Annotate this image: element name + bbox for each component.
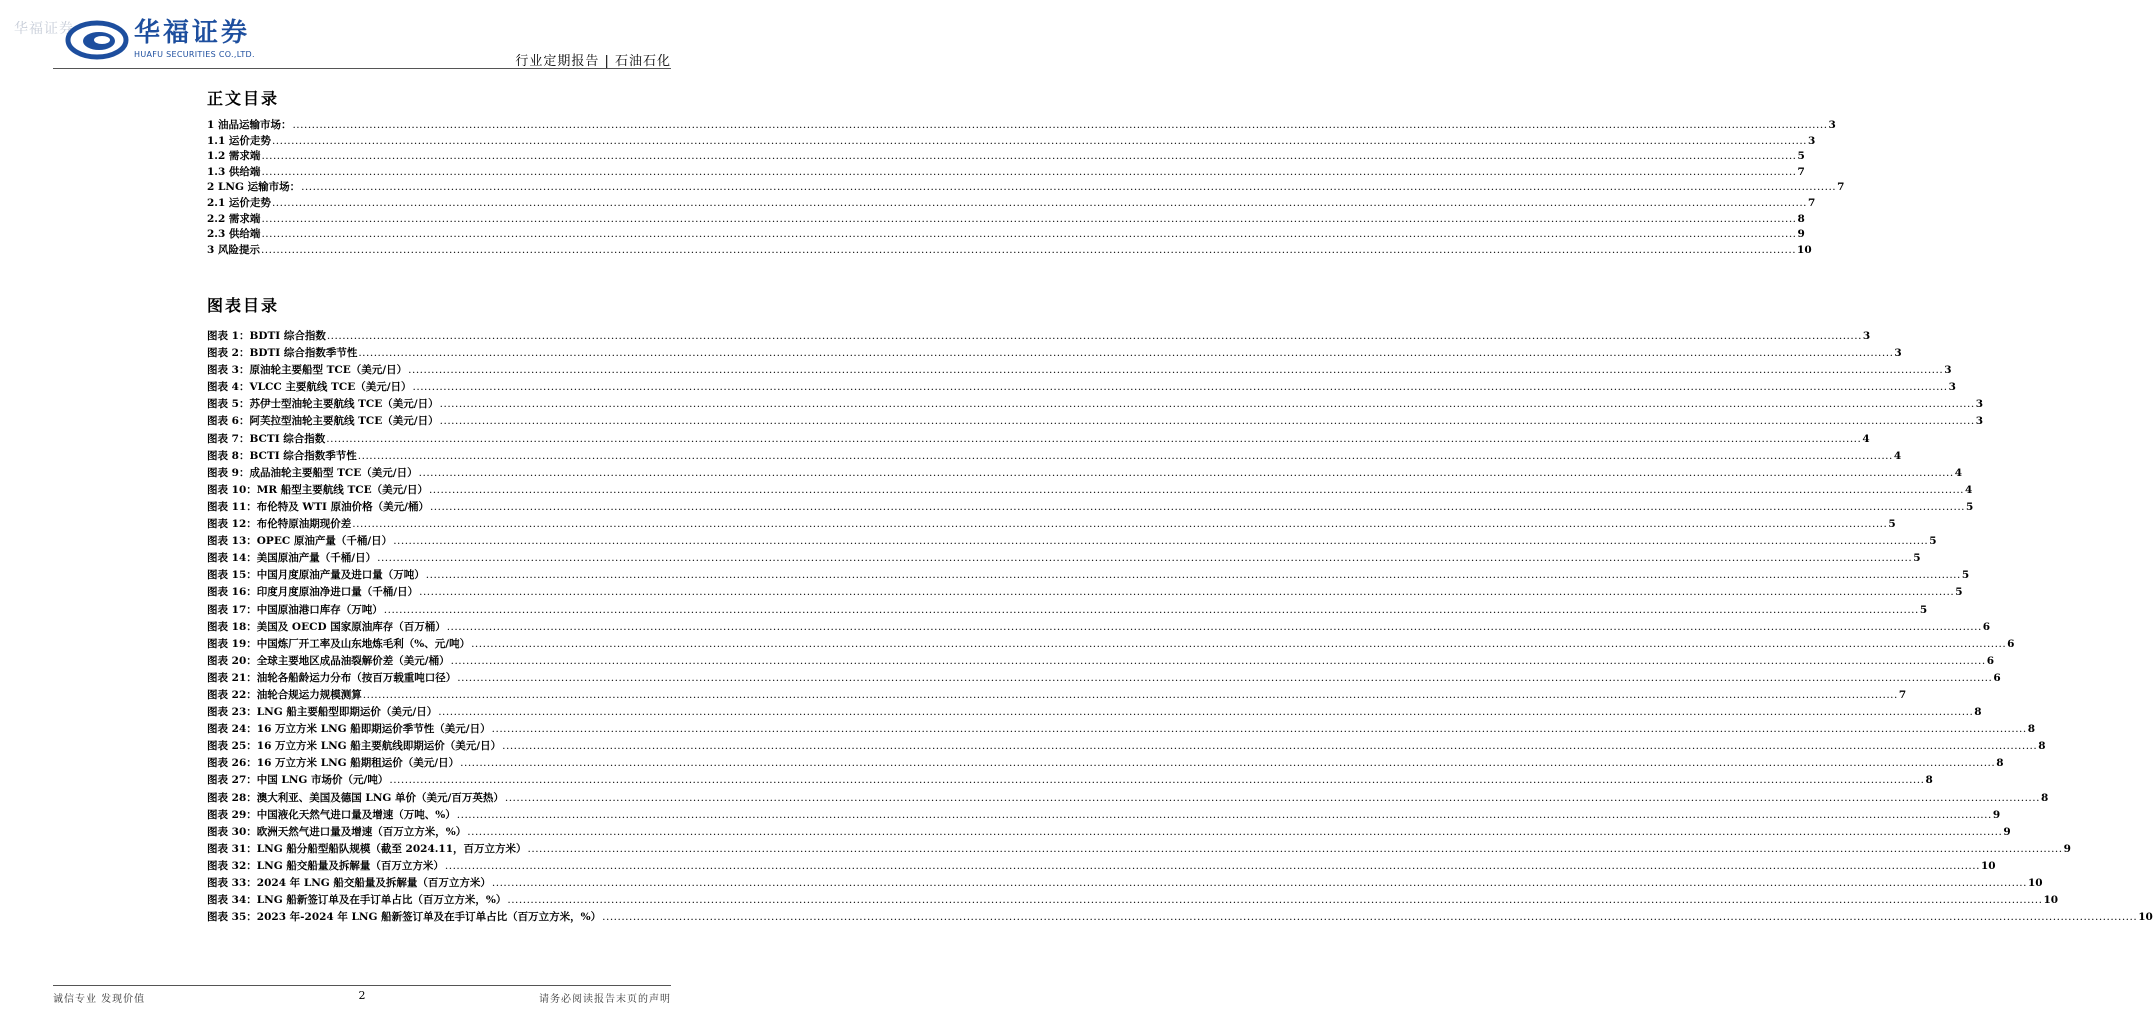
figure-label: 苏伊士型油轮主要航线 TCE（美元/日）	[249, 398, 439, 411]
page-ref: 5	[1797, 150, 1805, 163]
leader-dots: ................................................................................................................................................................................................................................................................................................................................................................................................................	[362, 688, 1898, 701]
page-ref: 5	[1961, 569, 1970, 582]
figure-label: BCTI 综合指数季节性	[249, 449, 357, 462]
figure-number: 图表 8：	[207, 449, 250, 462]
footer-divider	[53, 985, 671, 986]
leader-dots: ................................................................................................................................................................................................................................................................................................................................................................................................................	[438, 706, 1974, 719]
figure-number: 图表 25：	[207, 740, 257, 753]
toc-entry[interactable]	[207, 226, 1805, 242]
figure-number: 图表 22：	[207, 688, 257, 701]
toc-label: 1.2 需求端	[207, 150, 261, 163]
leader-dots: ................................................................................................................................................................................................................................................................................................................................................................................................................	[408, 364, 1944, 377]
figure-entry[interactable]	[207, 431, 1870, 448]
figure-number: 图表 17：	[207, 603, 257, 616]
figure-number: 图表 30：	[207, 825, 257, 838]
figure-entry[interactable]	[207, 670, 2001, 687]
leader-dots: ................................................................................................................................................................................................................................................................................................................................................................................................................	[389, 774, 1925, 787]
figure-label: 油轮合规运力规模测算	[256, 688, 362, 701]
figure-entry[interactable]	[207, 499, 1974, 516]
brand-name: 华福证券	[134, 18, 251, 48]
figure-number: 图表 35：	[207, 911, 257, 924]
leader-dots: ................................................................................................................................................................................................................................................................................................................................................................................................................	[292, 119, 1828, 131]
toc-label: 2.3 供给端	[207, 228, 261, 241]
page-ref: 10	[2043, 894, 2059, 907]
huafu-logo-icon	[66, 20, 128, 60]
toc-label: 2 LNG 运输市场：	[207, 181, 301, 194]
figure-entry[interactable]	[207, 772, 1933, 789]
leader-dots: ................................................................................................................................................................................................................................................................................................................................................................................................................	[425, 569, 1961, 582]
page-ref: 6	[1982, 620, 1991, 633]
page-ref: 10	[2138, 911, 2153, 924]
leader-dots: ................................................................................................................................................................................................................................................................................................................................................................................................................	[491, 723, 2027, 736]
contents-title: 正文目录	[207, 89, 280, 108]
figure-label: VLCC 主要航线 TCE（美元/日）	[249, 381, 412, 394]
figure-entry[interactable]	[207, 396, 1984, 413]
leader-dots: ................................................................................................................................................................................................................................................................................................................................................................................................................	[377, 552, 1913, 565]
figure-entry[interactable]	[207, 653, 1994, 670]
leader-dots: ................................................................................................................................................................................................................................................................................................................................................................................................................	[450, 654, 1986, 667]
page-ref: 5	[1919, 603, 1928, 616]
leader-dots: ................................................................................................................................................................................................................................................................................................................................................................................................................	[261, 150, 1797, 163]
figure-entry[interactable]	[207, 875, 2043, 892]
page-ref: 8	[1974, 706, 1982, 719]
figure-number: 图表 7：	[207, 432, 250, 445]
figure-entry[interactable]	[207, 465, 1963, 482]
page-ref: 7	[1808, 196, 1816, 209]
leader-dots: ................................................................................................................................................................................................................................................................................................................................................................................................................	[491, 877, 2027, 889]
leader-dots: ................................................................................................................................................................................................................................................................................................................................................................................................................	[502, 740, 2038, 753]
figure-label: 澳大利亚、美国及德国 LNG 单价（美元/百万英热）	[256, 791, 504, 804]
figure-label: 美国原油产量（千桶/日）	[256, 552, 377, 565]
figure-number: 图表 2：	[207, 347, 250, 360]
figure-label: LNG 船主要船型即期运价（美元/日）	[256, 706, 438, 719]
page-ref: 8	[2038, 740, 2046, 753]
figure-number: 图表 21：	[207, 671, 257, 684]
figure-number: 图表 6：	[207, 415, 250, 428]
figure-label: 中国月度原油产量及进口量（万吨）	[256, 569, 425, 582]
figure-entry[interactable]	[207, 704, 1982, 721]
figure-entry[interactable]	[207, 413, 1984, 430]
leader-dots: ................................................................................................................................................................................................................................................................................................................................................................................................................	[271, 134, 1807, 147]
figure-label: OPEC 原油产量（千桶/日）	[256, 535, 393, 548]
figure-entry[interactable]	[207, 687, 1907, 704]
figure-number: 图表 33：	[207, 877, 257, 889]
figure-number: 图表 34：	[207, 894, 257, 907]
figure-number: 图表 23：	[207, 706, 257, 719]
leader-dots: ................................................................................................................................................................................................................................................................................................................................................................................................................	[428, 483, 1965, 496]
page-ref: 7	[1898, 688, 1907, 701]
figure-label: 中国炼厂开工率及山东地炼毛利（%、元/吨）	[256, 637, 471, 650]
figure-entry[interactable]	[207, 824, 2011, 841]
brand	[134, 18, 255, 59]
footer-slogan: 诚信专业 发现价值	[53, 994, 146, 1005]
leader-dots: ................................................................................................................................................................................................................................................................................................................................................................................................................	[439, 415, 1975, 428]
leader-dots: ................................................................................................................................................................................................................................................................................................................................................................................................................	[444, 859, 1980, 872]
leader-dots: ................................................................................................................................................................................................................................................................................................................................................................................................................	[457, 671, 1993, 684]
toc-entry[interactable]	[207, 133, 1816, 149]
figure-entry[interactable]	[207, 362, 1952, 379]
figure-number: 图表 16：	[207, 586, 257, 599]
figure-entry[interactable]	[207, 721, 2036, 738]
page-ref: 8	[1797, 212, 1805, 225]
leader-dots: ................................................................................................................................................................................................................................................................................................................................................................................................................	[301, 181, 1837, 194]
figure-entry[interactable]	[207, 602, 1928, 619]
toc-entry[interactable]	[207, 195, 1816, 211]
figure-number: 图表 27：	[207, 774, 257, 787]
figure-entry[interactable]	[207, 738, 2046, 755]
figure-entry[interactable]	[207, 328, 1871, 345]
leader-dots: ................................................................................................................................................................................................................................................................................................................................................................................................................	[439, 398, 1975, 411]
figure-label: BDTI 综合指数季节性	[249, 347, 358, 360]
leader-dots: ................................................................................................................................................................................................................................................................................................................................................................................................................	[471, 637, 2007, 650]
figure-number: 图表 14：	[207, 552, 257, 565]
figures-title: 图表目录	[207, 296, 280, 315]
footer-disclaimer: 请务必阅读报告末页的声明	[539, 994, 671, 1005]
figure-label: 油轮各船龄运力分布（按百万载重吨口径）	[256, 671, 457, 684]
leader-dots: ................................................................................................................................................................................................................................................................................................................................................................................................................	[383, 603, 1919, 616]
figure-entry[interactable]	[207, 807, 2001, 824]
leader-dots: ................................................................................................................................................................................................................................................................................................................................................................................................................	[602, 911, 2138, 924]
leader-dots: ................................................................................................................................................................................................................................................................................................................................................................................................................	[261, 228, 1797, 241]
figure-label: 阿芙拉型油轮主要航线 TCE（美元/日）	[249, 415, 439, 428]
figures-list	[207, 328, 2153, 926]
leader-dots: ................................................................................................................................................................................................................................................................................................................................................................................................................	[357, 449, 1893, 462]
figure-label: 布伦特原油期现价差	[256, 518, 352, 531]
page-ref: 3	[1975, 415, 1984, 428]
figure-number: 图表 19：	[207, 637, 257, 650]
page-ref: 8	[1925, 774, 1933, 787]
page-ref: 8	[1996, 757, 2004, 770]
leader-dots: ................................................................................................................................................................................................................................................................................................................................................................................................................	[352, 518, 1888, 531]
figure-label: BDTI 综合指数	[249, 330, 326, 342]
page-ref: 7	[1837, 181, 1845, 194]
page-ref: 9	[1797, 228, 1805, 241]
figure-number: 图表 4：	[207, 381, 250, 394]
figure-entry[interactable]	[207, 909, 2153, 926]
figure-label: 成品油轮主要船型 TCE（美元/日）	[249, 466, 418, 479]
toc-label: 2.1 运价走势	[207, 196, 271, 209]
figure-entry[interactable]	[207, 482, 1973, 499]
figure-entry[interactable]	[207, 345, 1902, 362]
figure-entry[interactable]	[207, 533, 1937, 550]
figure-label: 中国原油港口库存（万吨）	[256, 603, 383, 616]
toc-entry[interactable]	[207, 179, 1845, 195]
figure-label: 16 万立方米 LNG 船期租运价（美元/日）	[256, 757, 460, 770]
toc-label: 1 油品运输市场：	[207, 119, 292, 131]
figure-label: LNG 船分船型船队规模（截至 2024.11，百万立方米）	[256, 842, 527, 855]
leader-dots: ................................................................................................................................................................................................................................................................................................................................................................................................................	[326, 432, 1862, 445]
leader-dots: ................................................................................................................................................................................................................................................................................................................................................................................................................	[393, 535, 1929, 548]
leader-dots: ................................................................................................................................................................................................................................................................................................................................................................................................................	[507, 894, 2043, 907]
figure-entry[interactable]	[207, 858, 1996, 875]
leader-dots: ................................................................................................................................................................................................................................................................................................................................................................................................................	[504, 791, 2040, 804]
figure-number: 图表 9：	[207, 466, 250, 479]
figure-label: 中国 LNG 市场价（元/吨）	[256, 774, 389, 787]
page-number: 2	[358, 989, 366, 1002]
figure-entry[interactable]	[207, 841, 2071, 858]
figure-entry[interactable]	[207, 790, 2049, 807]
figure-label: BCTI 综合指数	[249, 432, 326, 445]
page-ref: 3	[1828, 119, 1836, 131]
figure-label: 16 万立方米 LNG 船即期运价季节性（美元/日）	[256, 723, 491, 736]
page-ref: 4	[1893, 449, 1902, 462]
page-ref: 3	[1862, 330, 1871, 342]
figure-label: MR 船型主要航线 TCE（美元/日）	[256, 483, 428, 496]
figure-label: 16 万立方米 LNG 船主要航线即期运价（美元/日）	[256, 740, 502, 753]
page-ref: 6	[2007, 637, 2015, 650]
figure-label: 2023 年-2024 年 LNG 船新签订单及在手订单占比（百万立方米，%）	[256, 911, 602, 924]
page-ref: 5	[1913, 552, 1921, 565]
page-ref: 9	[2003, 825, 2011, 838]
figure-number: 图表 15：	[207, 569, 257, 582]
leader-dots: ................................................................................................................................................................................................................................................................................................................................................................................................................	[260, 243, 1797, 256]
figure-entry[interactable]	[207, 892, 2059, 909]
brand-name-en: HUAFU SECURITIES CO.,LTD.	[134, 50, 255, 59]
figure-entry[interactable]	[207, 550, 1921, 567]
leader-dots: ................................................................................................................................................................................................................................................................................................................................................................................................................	[429, 500, 1966, 513]
toc-entry[interactable]	[207, 164, 1805, 180]
page-ref: 5	[1929, 535, 1937, 548]
figure-number: 图表 5：	[207, 398, 250, 411]
figure-label: 2024 年 LNG 船交船量及拆解量（百万立方米）	[256, 877, 491, 889]
page-ref: 5	[1888, 518, 1896, 531]
figure-number: 图表 3：	[207, 364, 250, 377]
page-ref: 10	[1980, 859, 1996, 872]
header-divider	[53, 68, 671, 69]
page-ref: 8	[2027, 723, 2036, 736]
page-ref: 9	[2063, 842, 2071, 855]
report-type: 行业定期报告 | 石油石化	[515, 54, 671, 69]
leader-dots: ................................................................................................................................................................................................................................................................................................................................................................................................................	[271, 196, 1807, 209]
leader-dots: ................................................................................................................................................................................................................................................................................................................................................................................................................	[460, 757, 1996, 770]
figure-entry[interactable]	[207, 584, 1963, 601]
figure-label: 原油轮主要船型 TCE（美元/日）	[249, 364, 408, 377]
leader-dots: ................................................................................................................................................................................................................................................................................................................................................................................................................	[326, 330, 1862, 342]
figure-label: 全球主要地区成品油裂解价差（美元/桶）	[256, 654, 450, 667]
figure-label: 欧洲天然气进口量及增速（百万立方米，%）	[256, 825, 467, 838]
figure-number: 图表 31：	[207, 842, 257, 855]
leader-dots: ................................................................................................................................................................................................................................................................................................................................................................................................................	[527, 842, 2063, 855]
figure-number: 图表 26：	[207, 757, 257, 770]
figure-entry[interactable]	[207, 619, 1991, 636]
figure-entry[interactable]	[207, 516, 1896, 533]
figure-number: 图表 20：	[207, 654, 257, 667]
page-ref: 6	[1993, 671, 2001, 684]
page-ref: 3	[1975, 398, 1984, 411]
leader-dots: ................................................................................................................................................................................................................................................................................................................................................................................................................	[261, 212, 1797, 225]
toc-label: 3 风险提示	[207, 243, 260, 256]
page-ref: 10	[1797, 243, 1812, 256]
figure-label: LNG 船交船量及拆解量（百万立方米）	[256, 859, 444, 872]
page-ref: 5	[1955, 586, 1963, 599]
page-ref: 3	[1894, 347, 1902, 360]
leader-dots: ................................................................................................................................................................................................................................................................................................................................................................................................................	[446, 620, 1982, 633]
page-ref: 8	[2040, 791, 2049, 804]
contents-list	[207, 117, 1845, 257]
page-ref: 6	[1986, 654, 1994, 667]
page-ref: 4	[1862, 432, 1870, 445]
leader-dots: ................................................................................................................................................................................................................................................................................................................................................................................................................	[261, 165, 1797, 178]
page-ref: 4	[1965, 483, 1973, 496]
toc-entry[interactable]	[207, 117, 1836, 133]
leader-dots: ................................................................................................................................................................................................................................................................................................................................................................................................................	[418, 466, 1954, 479]
page-ref: 7	[1797, 165, 1805, 178]
figure-number: 图表 12：	[207, 518, 257, 531]
figure-entry[interactable]	[207, 567, 1970, 584]
figure-number: 图表 32：	[207, 859, 257, 872]
toc-entry[interactable]	[207, 242, 1812, 258]
toc-label: 1.1 运价走势	[207, 134, 271, 147]
page-ref: 10	[2027, 877, 2043, 889]
toc-label: 2.2 需求端	[207, 212, 261, 225]
toc-entry[interactable]	[207, 148, 1805, 164]
leader-dots: ................................................................................................................................................................................................................................................................................................................................................................................................................	[358, 347, 1894, 360]
figure-label: LNG 船新签订单及在手订单占比（百万立方米，%）	[256, 894, 507, 907]
watermark: 华福证券	[14, 21, 74, 37]
leader-dots: ................................................................................................................................................................................................................................................................................................................................................................................................................	[412, 381, 1948, 394]
leader-dots: ................................................................................................................................................................................................................................................................................................................................................................................................................	[456, 808, 1992, 821]
figure-entry[interactable]	[207, 379, 1956, 396]
figure-number: 图表 29：	[207, 808, 257, 821]
figure-label: 中国液化天然气进口量及增速（万吨、%）	[256, 808, 456, 821]
figure-entry[interactable]	[207, 755, 2004, 772]
figure-number: 图表 24：	[207, 723, 257, 736]
page-ref: 5	[1966, 500, 1974, 513]
figure-number: 图表 28：	[207, 791, 257, 804]
figure-entry[interactable]	[207, 636, 2015, 653]
leader-dots: ................................................................................................................................................................................................................................................................................................................................................................................................................	[419, 586, 1955, 599]
figure-number: 图表 18：	[207, 620, 257, 633]
figure-label: 布伦特及 WTI 原油价格（美元/桶）	[256, 500, 429, 513]
toc-entry[interactable]	[207, 211, 1805, 227]
page-ref: 3	[1944, 364, 1952, 377]
figure-number: 图表 11：	[207, 500, 257, 513]
page-ref: 9	[1992, 808, 2001, 821]
page-ref: 3	[1808, 134, 1816, 147]
figure-label: 美国及 OECD 国家原油库存（百万桶）	[256, 620, 446, 633]
figure-number: 图表 10：	[207, 483, 257, 496]
leader-dots: ................................................................................................................................................................................................................................................................................................................................................................................................................	[467, 825, 2003, 838]
page-ref: 4	[1954, 466, 1963, 479]
figure-entry[interactable]	[207, 448, 1902, 465]
figure-label: 印度月度原油净进口量（千桶/日）	[256, 586, 419, 599]
figure-number: 图表 13：	[207, 535, 257, 548]
figure-number: 图表 1：	[207, 330, 250, 342]
page-ref: 3	[1948, 381, 1956, 394]
toc-label: 1.3 供给端	[207, 165, 261, 178]
